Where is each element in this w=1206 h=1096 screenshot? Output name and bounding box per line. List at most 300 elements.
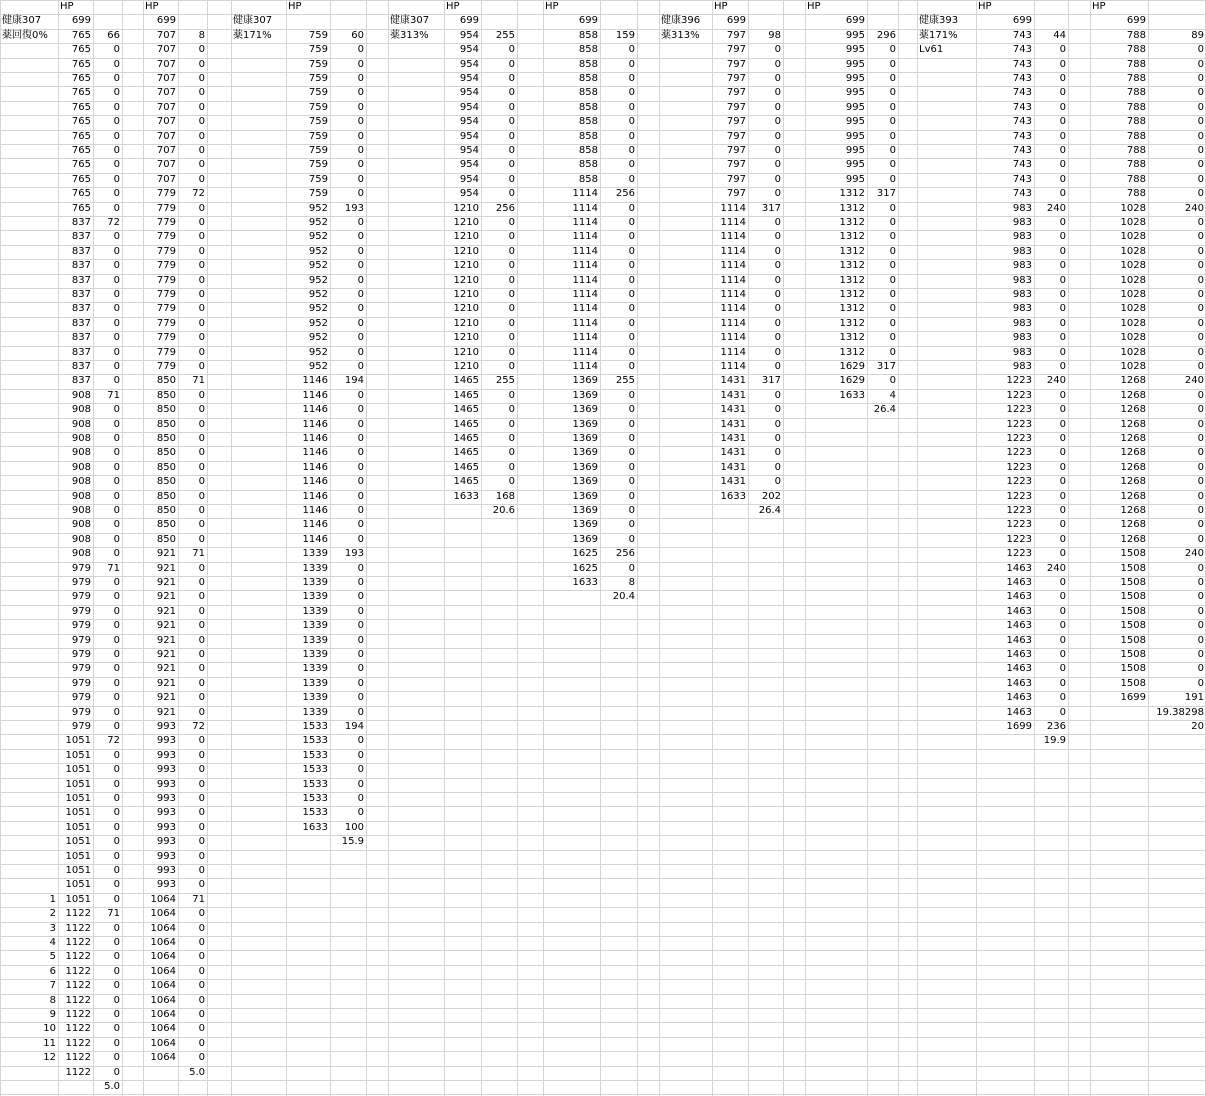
sheet-cell[interactable]: 0 <box>1059 505 1066 516</box>
sheet-cell[interactable]: 0 <box>198 778 205 790</box>
sheet-cell[interactable]: 995 <box>845 101 865 113</box>
sheet-cell[interactable]: 1064 <box>150 922 176 934</box>
sheet-cell[interactable]: 837 <box>71 217 91 228</box>
sheet-cell[interactable]: 4 <box>49 937 56 948</box>
sheet-cell[interactable]: 0 <box>198 562 205 574</box>
sheet-cell[interactable]: 0 <box>774 116 781 128</box>
sheet-cell[interactable]: 1114 <box>572 188 598 200</box>
sheet-cell[interactable]: 1508 <box>1120 591 1146 603</box>
sheet-cell[interactable]: 20 <box>1191 721 1204 732</box>
sheet-cell[interactable]: 0 <box>198 447 205 459</box>
sheet-cell[interactable]: 765 <box>71 116 91 128</box>
sheet-cell[interactable]: 0 <box>1059 418 1066 430</box>
sheet-cell[interactable]: 0 <box>113 793 120 804</box>
sheet-cell[interactable]: 837 <box>71 332 91 344</box>
sheet-cell[interactable]: 0 <box>1197 519 1204 531</box>
sheet-cell[interactable]: 921 <box>156 591 176 603</box>
sheet-cell[interactable]: 952 <box>308 202 328 214</box>
sheet-cell[interactable]: 0 <box>357 749 364 761</box>
sheet-cell[interactable]: 薬171% <box>233 29 272 41</box>
sheet-cell[interactable]: 850 <box>156 533 176 545</box>
sheet-cell[interactable]: 1051 <box>65 893 91 905</box>
sheet-cell[interactable]: 908 <box>71 447 91 459</box>
sheet-cell[interactable]: 0 <box>198 245 205 257</box>
sheet-cell[interactable]: 983 <box>1012 303 1032 315</box>
sheet-cell[interactable]: 1268 <box>1120 490 1146 502</box>
sheet-cell[interactable]: 993 <box>156 735 176 747</box>
sheet-cell[interactable]: 1122 <box>65 994 91 1006</box>
sheet-cell[interactable]: 0 <box>113 231 120 243</box>
sheet-cell[interactable]: 1633 <box>572 577 598 588</box>
sheet-cell[interactable]: 0 <box>1197 260 1204 272</box>
sheet-cell[interactable]: 0 <box>1197 346 1204 358</box>
sheet-cell[interactable]: 0 <box>508 418 515 430</box>
sheet-cell[interactable]: 0 <box>628 433 635 444</box>
sheet-cell[interactable]: 0 <box>357 317 364 329</box>
sheet-cell[interactable]: 1339 <box>302 620 328 632</box>
sheet-cell[interactable]: 1114 <box>572 289 598 300</box>
sheet-cell[interactable]: 921 <box>156 677 176 689</box>
sheet-cell[interactable]: 0 <box>357 73 364 84</box>
sheet-cell[interactable]: 0 <box>1197 116 1204 128</box>
sheet-cell[interactable]: 837 <box>71 346 91 358</box>
sheet-cell[interactable]: 979 <box>71 591 91 603</box>
sheet-cell[interactable]: 0 <box>198 116 205 128</box>
sheet-cell[interactable]: 0 <box>1059 577 1066 588</box>
sheet-cell[interactable]: 0 <box>198 937 205 948</box>
sheet-cell[interactable]: 1122 <box>65 922 91 934</box>
sheet-cell[interactable]: 0 <box>774 317 781 329</box>
sheet-cell[interactable]: 0 <box>357 577 364 588</box>
sheet-cell[interactable]: 765 <box>71 29 91 41</box>
sheet-cell[interactable]: 0 <box>774 303 781 315</box>
sheet-cell[interactable]: 0 <box>508 58 515 70</box>
sheet-cell[interactable]: 0 <box>1197 101 1204 113</box>
sheet-cell[interactable]: 0 <box>1197 217 1204 228</box>
sheet-cell[interactable]: 0 <box>889 274 896 286</box>
sheet-cell[interactable]: 1223 <box>1006 447 1032 459</box>
sheet-cell[interactable]: 0 <box>1197 577 1204 588</box>
sheet-cell[interactable]: 995 <box>845 145 865 156</box>
sheet-cell[interactable]: 1463 <box>1006 663 1032 675</box>
sheet-cell[interactable]: 0 <box>357 116 364 128</box>
sheet-cell[interactable]: 296 <box>876 29 896 41</box>
sheet-cell[interactable]: 1223 <box>1006 519 1032 531</box>
sheet-cell[interactable]: 0 <box>198 836 205 848</box>
sheet-cell[interactable]: 1268 <box>1120 519 1146 531</box>
sheet-cell[interactable]: 954 <box>459 130 479 142</box>
sheet-cell[interactable]: 0 <box>1059 476 1066 488</box>
sheet-cell[interactable]: 0 <box>774 145 781 156</box>
sheet-cell[interactable]: 743 <box>1012 44 1032 56</box>
sheet-cell[interactable]: 979 <box>71 677 91 689</box>
sheet-cell[interactable]: 0 <box>113 274 120 286</box>
sheet-cell[interactable]: 0 <box>1059 649 1066 660</box>
sheet-cell[interactable]: 1114 <box>572 361 598 372</box>
sheet-cell[interactable]: 1114 <box>572 274 598 286</box>
sheet-cell[interactable]: 699 <box>71 15 91 27</box>
sheet-cell[interactable]: 0 <box>1197 87 1204 99</box>
sheet-cell[interactable]: 0 <box>1197 317 1204 329</box>
sheet-cell[interactable]: 0 <box>198 735 205 747</box>
sheet-cell[interactable]: 952 <box>308 245 328 257</box>
sheet-cell[interactable]: 0 <box>357 778 364 790</box>
sheet-cell[interactable]: 1533 <box>302 721 328 732</box>
sheet-cell[interactable]: 0 <box>1059 361 1066 372</box>
sheet-cell[interactable]: 1268 <box>1120 404 1146 416</box>
sheet-cell[interactable]: 797 <box>726 101 746 113</box>
sheet-cell[interactable]: 0 <box>357 692 364 704</box>
sheet-cell[interactable]: 薬313% <box>661 29 700 41</box>
sheet-cell[interactable]: 0 <box>774 73 781 84</box>
sheet-cell[interactable]: 0 <box>198 951 205 963</box>
sheet-cell[interactable]: 837 <box>71 317 91 329</box>
sheet-cell[interactable]: 20.4 <box>612 591 635 603</box>
sheet-cell[interactable]: 850 <box>156 519 176 531</box>
sheet-cell[interactable]: 0 <box>1059 404 1066 416</box>
sheet-cell[interactable]: 707 <box>156 173 176 185</box>
sheet-cell[interactable]: 1064 <box>150 965 176 977</box>
sheet-cell[interactable]: 0 <box>113 361 120 372</box>
sheet-cell[interactable]: 0 <box>357 159 364 171</box>
sheet-cell[interactable]: 759 <box>308 130 328 142</box>
sheet-cell[interactable]: 0 <box>628 145 635 156</box>
sheet-cell[interactable]: 0 <box>198 577 205 588</box>
sheet-cell[interactable]: 797 <box>726 73 746 84</box>
sheet-cell[interactable]: 1369 <box>572 505 598 516</box>
sheet-cell[interactable]: 759 <box>308 145 328 156</box>
sheet-cell[interactable]: 0 <box>628 533 635 545</box>
sheet-cell[interactable]: 1312 <box>839 188 865 200</box>
sheet-cell[interactable]: 759 <box>308 73 328 84</box>
sheet-cell[interactable]: 1028 <box>1120 361 1146 372</box>
sheet-cell[interactable]: 0 <box>113 1052 120 1064</box>
sheet-cell[interactable]: 0 <box>357 145 364 156</box>
sheet-cell[interactable]: 1146 <box>302 519 328 531</box>
sheet-cell[interactable]: 1114 <box>572 332 598 344</box>
sheet-cell[interactable]: 1064 <box>150 1037 176 1049</box>
sheet-cell[interactable]: 0 <box>508 317 515 329</box>
sheet-cell[interactable]: 1051 <box>65 865 91 876</box>
sheet-cell[interactable]: 0 <box>113 893 120 905</box>
sheet-cell[interactable]: 1028 <box>1120 317 1146 329</box>
sheet-cell[interactable]: 979 <box>71 577 91 588</box>
sheet-cell[interactable]: 0 <box>628 101 635 113</box>
sheet-cell[interactable]: 759 <box>308 29 328 41</box>
sheet-cell[interactable]: 1146 <box>302 375 328 387</box>
sheet-cell[interactable]: 0 <box>113 548 120 560</box>
sheet-cell[interactable]: 0 <box>774 188 781 200</box>
sheet-cell[interactable]: 0 <box>357 793 364 804</box>
sheet-cell[interactable]: 1312 <box>839 317 865 329</box>
sheet-cell[interactable]: 707 <box>156 159 176 171</box>
sheet-cell[interactable]: 995 <box>845 116 865 128</box>
sheet-cell[interactable]: 1699 <box>1006 721 1032 732</box>
sheet-cell[interactable]: 707 <box>156 87 176 99</box>
sheet-cell[interactable]: 317 <box>761 375 781 387</box>
sheet-cell[interactable]: 1064 <box>150 908 176 920</box>
sheet-cell[interactable]: 0 <box>628 217 635 228</box>
sheet-cell[interactable]: 779 <box>156 217 176 228</box>
sheet-cell[interactable]: 0 <box>774 418 781 430</box>
sheet-cell[interactable]: 0 <box>774 260 781 272</box>
sheet-cell[interactable]: 779 <box>156 245 176 257</box>
sheet-cell[interactable]: 1339 <box>302 562 328 574</box>
sheet-cell[interactable]: 0 <box>1059 188 1066 200</box>
sheet-cell[interactable]: 1223 <box>1006 548 1032 560</box>
sheet-cell[interactable]: 1508 <box>1120 548 1146 560</box>
sheet-cell[interactable]: 0 <box>1197 361 1204 372</box>
sheet-cell[interactable]: 0 <box>1059 634 1066 646</box>
sheet-cell[interactable]: 707 <box>156 29 176 41</box>
sheet-cell[interactable]: 0 <box>774 101 781 113</box>
sheet-cell[interactable]: 0 <box>774 159 781 171</box>
sheet-cell[interactable]: 995 <box>845 130 865 142</box>
sheet-cell[interactable]: 743 <box>1012 159 1032 171</box>
sheet-cell[interactable]: 1028 <box>1120 202 1146 214</box>
sheet-cell[interactable]: 0 <box>889 58 896 70</box>
sheet-cell[interactable]: 1028 <box>1120 274 1146 286</box>
sheet-cell[interactable]: 0 <box>1197 663 1204 675</box>
sheet-cell[interactable]: 0 <box>198 317 205 329</box>
sheet-cell[interactable]: 699 <box>459 15 479 27</box>
sheet-cell[interactable]: 0 <box>1197 605 1204 617</box>
sheet-cell[interactable]: 0 <box>198 994 205 1006</box>
sheet-cell[interactable]: 0 <box>198 87 205 99</box>
sheet-cell[interactable]: 1465 <box>453 404 479 416</box>
sheet-cell[interactable]: 993 <box>156 807 176 819</box>
sheet-cell[interactable]: 908 <box>71 433 91 444</box>
sheet-cell[interactable]: 0 <box>628 73 635 84</box>
sheet-cell[interactable]: 0 <box>357 447 364 459</box>
sheet-cell[interactable]: 0 <box>198 908 205 920</box>
sheet-cell[interactable]: 1114 <box>720 332 746 344</box>
sheet-cell[interactable]: 0 <box>198 980 205 992</box>
sheet-cell[interactable]: 0 <box>774 87 781 99</box>
sheet-cell[interactable]: 0 <box>1059 389 1066 401</box>
sheet-cell[interactable]: 193 <box>344 202 364 214</box>
sheet-cell[interactable]: 952 <box>308 231 328 243</box>
sheet-cell[interactable]: 0 <box>889 303 896 315</box>
sheet-cell[interactable]: 98 <box>768 29 781 41</box>
sheet-cell[interactable]: 1508 <box>1120 634 1146 646</box>
sheet-cell[interactable]: 1508 <box>1120 649 1146 660</box>
sheet-cell[interactable]: 0 <box>508 289 515 300</box>
sheet-cell[interactable]: 0 <box>1197 188 1204 200</box>
sheet-cell[interactable]: 0 <box>113 490 120 502</box>
sheet-cell[interactable]: 0 <box>1197 634 1204 646</box>
sheet-cell[interactable]: 0 <box>113 922 120 934</box>
sheet-cell[interactable]: 0 <box>198 346 205 358</box>
sheet-cell[interactable]: 993 <box>156 721 176 732</box>
sheet-cell[interactable]: 850 <box>156 505 176 516</box>
sheet-cell[interactable]: 0 <box>1059 130 1066 142</box>
sheet-cell[interactable]: 0 <box>357 346 364 358</box>
sheet-cell[interactable]: 779 <box>156 332 176 344</box>
sheet-cell[interactable]: 983 <box>1012 332 1032 344</box>
sheet-cell[interactable]: 707 <box>156 101 176 113</box>
sheet-cell[interactable]: 0 <box>357 433 364 444</box>
sheet-cell[interactable]: 66 <box>107 29 120 41</box>
sheet-cell[interactable]: 255 <box>495 375 515 387</box>
sheet-cell[interactable]: 1268 <box>1120 375 1146 387</box>
sheet-cell[interactable]: 256 <box>615 188 635 200</box>
sheet-cell[interactable]: 1051 <box>65 764 91 776</box>
sheet-cell[interactable]: 765 <box>71 173 91 185</box>
sheet-cell[interactable]: HP <box>545 1 559 12</box>
sheet-cell[interactable]: 0 <box>1059 490 1066 502</box>
sheet-cell[interactable]: 0 <box>113 87 120 99</box>
sheet-cell[interactable]: 1028 <box>1120 346 1146 358</box>
sheet-cell[interactable]: 1339 <box>302 677 328 689</box>
sheet-cell[interactable]: 1114 <box>572 231 598 243</box>
sheet-cell[interactable]: 0 <box>628 461 635 473</box>
sheet-cell[interactable]: 1633 <box>839 389 865 401</box>
sheet-cell[interactable]: 765 <box>71 130 91 142</box>
sheet-cell[interactable]: 0 <box>113 159 120 171</box>
sheet-cell[interactable]: 908 <box>71 490 91 502</box>
sheet-cell[interactable]: 0 <box>1059 548 1066 560</box>
sheet-cell[interactable]: 0 <box>508 44 515 56</box>
sheet-cell[interactable]: 0 <box>774 361 781 372</box>
sheet-cell[interactable]: 0 <box>113 418 120 430</box>
sheet-cell[interactable]: 1465 <box>453 375 479 387</box>
sheet-cell[interactable]: 0 <box>628 505 635 516</box>
sheet-cell[interactable]: 1339 <box>302 591 328 603</box>
sheet-cell[interactable]: 19.38298 <box>1156 706 1204 718</box>
sheet-cell[interactable]: 0 <box>508 476 515 488</box>
sheet-cell[interactable]: 0 <box>113 1066 120 1078</box>
sheet-cell[interactable]: 0 <box>1197 591 1204 603</box>
sheet-cell[interactable]: 8 <box>49 994 56 1006</box>
sheet-cell[interactable]: 797 <box>726 58 746 70</box>
sheet-cell[interactable]: 1114 <box>720 289 746 300</box>
sheet-cell[interactable]: 0 <box>113 721 120 732</box>
sheet-cell[interactable]: 0 <box>198 1009 205 1020</box>
sheet-cell[interactable]: 1629 <box>839 361 865 372</box>
sheet-cell[interactable]: 954 <box>459 159 479 171</box>
sheet-cell[interactable]: 1064 <box>150 951 176 963</box>
sheet-cell[interactable]: 1312 <box>839 289 865 300</box>
sheet-cell[interactable]: 1633 <box>453 490 479 502</box>
sheet-cell[interactable]: 993 <box>156 749 176 761</box>
sheet-cell[interactable]: 983 <box>1012 260 1032 272</box>
sheet-cell[interactable]: 0 <box>1197 447 1204 459</box>
sheet-cell[interactable]: 0 <box>1059 159 1066 171</box>
sheet-cell[interactable]: 1369 <box>572 433 598 444</box>
sheet-cell[interactable]: 0 <box>508 260 515 272</box>
sheet-cell[interactable]: 1431 <box>720 433 746 444</box>
sheet-cell[interactable]: 0 <box>774 404 781 416</box>
sheet-cell[interactable]: 0 <box>198 231 205 243</box>
sheet-cell[interactable]: 1064 <box>150 994 176 1006</box>
sheet-cell[interactable]: 159 <box>615 29 635 41</box>
sheet-cell[interactable]: 0 <box>357 807 364 819</box>
sheet-cell[interactable]: 4 <box>889 389 896 401</box>
sheet-cell[interactable]: 983 <box>1012 202 1032 214</box>
sheet-cell[interactable]: 0 <box>113 73 120 84</box>
sheet-cell[interactable]: 850 <box>156 389 176 401</box>
sheet-cell[interactable]: 1533 <box>302 764 328 776</box>
sheet-cell[interactable]: 1210 <box>453 289 479 300</box>
sheet-cell[interactable]: 1463 <box>1006 562 1032 574</box>
sheet-cell[interactable]: 89 <box>1191 29 1204 41</box>
sheet-cell[interactable]: 0 <box>774 346 781 358</box>
sheet-cell[interactable]: 0 <box>198 1037 205 1049</box>
sheet-cell[interactable]: 788 <box>1126 159 1146 171</box>
sheet-cell[interactable]: 0 <box>508 130 515 142</box>
sheet-cell[interactable]: 1223 <box>1006 490 1032 502</box>
sheet-cell[interactable]: 0 <box>889 260 896 272</box>
sheet-cell[interactable]: 0 <box>198 706 205 718</box>
sheet-cell[interactable]: 0 <box>357 245 364 257</box>
sheet-cell[interactable]: 71 <box>192 375 205 387</box>
sheet-cell[interactable]: 797 <box>726 159 746 171</box>
sheet-cell[interactable]: 788 <box>1126 73 1146 84</box>
sheet-cell[interactable]: 健康396 <box>661 15 701 27</box>
sheet-cell[interactable]: 0 <box>113 749 120 761</box>
sheet-cell[interactable]: 1223 <box>1006 476 1032 488</box>
sheet-cell[interactable]: 0 <box>1059 101 1066 113</box>
sheet-cell[interactable]: 743 <box>1012 116 1032 128</box>
sheet-cell[interactable]: 0 <box>113 836 120 848</box>
sheet-cell[interactable]: 0 <box>1197 289 1204 300</box>
sheet-cell[interactable]: 858 <box>578 173 598 185</box>
sheet-cell[interactable]: 12 <box>43 1052 56 1064</box>
sheet-cell[interactable]: 0 <box>889 317 896 329</box>
sheet-cell[interactable]: 1114 <box>720 303 746 315</box>
sheet-cell[interactable]: 1431 <box>720 418 746 430</box>
sheet-cell[interactable]: 0 <box>357 418 364 430</box>
sheet-cell[interactable]: 1064 <box>150 980 176 992</box>
sheet-cell[interactable]: 952 <box>308 332 328 344</box>
sheet-cell[interactable]: 1210 <box>453 245 479 257</box>
sheet-cell[interactable]: 0 <box>357 101 364 113</box>
sheet-cell[interactable]: 1146 <box>302 389 328 401</box>
sheet-cell[interactable]: 1465 <box>453 461 479 473</box>
sheet-cell[interactable]: 2 <box>49 908 56 920</box>
sheet-cell[interactable]: 1122 <box>65 1066 91 1078</box>
sheet-cell[interactable]: 0 <box>889 116 896 128</box>
sheet-cell[interactable]: 952 <box>308 289 328 300</box>
sheet-cell[interactable]: 743 <box>1012 130 1032 142</box>
sheet-cell[interactable]: 0 <box>357 476 364 488</box>
sheet-cell[interactable]: 0 <box>113 202 120 214</box>
sheet-cell[interactable]: 1465 <box>453 447 479 459</box>
sheet-cell[interactable]: 15.9 <box>341 836 364 848</box>
sheet-cell[interactable]: 0 <box>1059 346 1066 358</box>
sheet-cell[interactable]: 1268 <box>1120 418 1146 430</box>
sheet-cell[interactable]: 3 <box>49 922 56 934</box>
sheet-cell[interactable]: 0 <box>508 404 515 416</box>
sheet-cell[interactable]: 0 <box>198 505 205 516</box>
sheet-cell[interactable]: 1064 <box>150 937 176 948</box>
sheet-cell[interactable]: 1431 <box>720 375 746 387</box>
sheet-cell[interactable]: 0 <box>1059 145 1066 156</box>
sheet-cell[interactable]: 1223 <box>1006 418 1032 430</box>
sheet-cell[interactable]: 10 <box>43 1023 56 1035</box>
sheet-cell[interactable]: 759 <box>308 188 328 200</box>
sheet-cell[interactable]: 1114 <box>720 231 746 243</box>
sheet-cell[interactable]: 0 <box>889 375 896 387</box>
sheet-cell[interactable]: 1431 <box>720 447 746 459</box>
sheet-cell[interactable]: 0 <box>198 649 205 660</box>
sheet-cell[interactable]: 0 <box>198 663 205 675</box>
sheet-cell[interactable]: 0 <box>774 332 781 344</box>
sheet-cell[interactable]: 1533 <box>302 749 328 761</box>
sheet-cell[interactable]: 858 <box>578 87 598 99</box>
sheet-cell[interactable]: 743 <box>1012 145 1032 156</box>
